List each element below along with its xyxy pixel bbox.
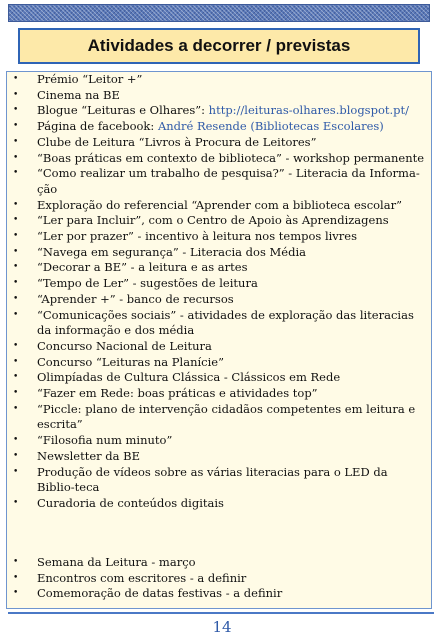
bullet-icon: • [13,309,19,320]
list-item [7,88,431,104]
bullet-icon: • [13,356,19,367]
list-item-text: “Ler para Incluir”, com o Centro de Apoio às Aprendizagens [37,213,389,228]
list-item [7,119,431,135]
bullet-icon: • [13,231,19,242]
list-item [7,198,431,214]
list-item-text: Prémio “Leitor +” [37,72,143,86]
list-item-text: “Comunicações sociais” - atividades de exploração das literacias da informação e dos média [37,307,414,338]
list-item-text: “Navega em segurança” - Literacia dos Média [37,244,306,259]
bullet-icon: • [13,152,19,163]
list-item [7,276,431,292]
list-item-text: Produção de vídeos sobre as várias literacias para o LED da Biblio-teca [37,464,388,495]
list-item [7,72,431,88]
activities-list [7,72,431,512]
list-item-text: Comemoração de datas festivas - a definir [37,586,283,601]
list-item [7,229,431,245]
bullet-icon: • [13,340,19,351]
bullet-icon: • [13,588,19,599]
bullet-icon: • [13,199,19,210]
list-item [7,355,431,371]
list-item [7,555,431,571]
section-title-box [18,28,420,64]
list-item-text: Exploração do referencial “Aprender com a biblioteca escolar” [37,197,402,212]
bullet-icon: • [13,74,19,84]
list-item [7,166,431,197]
section-title: Atividades a decorrer / previstas [87,36,351,55]
list-item-text: Curadoria de conteúdos digitais [37,495,224,510]
list-item [7,496,431,512]
list-item-text: “Ler por prazer” - incentivo à leitura nos tempos livres [37,229,358,244]
bullet-icon: • [13,388,19,399]
decorative-header-band [8,4,430,22]
list-item-text: Cinema na BE [37,87,120,102]
list-item [7,339,431,355]
bullet-icon: • [13,372,19,383]
list-item-link[interactable]: http://leituras-olhares.blogspot.pt/ [208,103,410,118]
bullet-icon: • [13,572,19,583]
bullet-icon: • [13,403,19,414]
list-item [7,386,431,402]
list-item [7,449,431,465]
page-number: 14 [212,618,232,636]
bullet-icon: • [13,293,19,304]
list-item-text: Concurso “Leituras na Planície” [37,354,224,369]
list-item-text: Página de facebook: [37,119,158,134]
bullet-icon: • [13,215,19,226]
list-item [7,571,431,587]
list-item-text: Clube de Leitura “Livros à Procura de Leitores” [37,134,317,149]
list-item [7,465,431,496]
list-item-text: Concurso Nacional de Leitura [37,338,212,353]
bullet-icon: • [13,105,19,116]
list-item-text: Encontros com escritores - a definir [37,570,247,585]
list-item-text: “Como realizar um trabalho de pesquisa?” - Literacia da Informa-ção [37,166,420,196]
bullet-icon: • [13,121,19,132]
list-item [7,260,431,276]
list-item-text: Blogue “Leituras e Olhares”: [37,103,209,118]
list-item [7,151,431,167]
list-item [7,213,431,229]
list-item-text: “Decorar a BE” - a leitura e as artes [37,260,248,275]
bullet-icon: • [13,435,19,446]
list-item [7,370,431,386]
list-item-link[interactable]: André Resende (Bibliotecas Escolares) [157,119,384,134]
bullet-icon: • [13,136,19,147]
activities-panel [6,71,432,609]
list-item [7,135,431,151]
bullet-icon: • [13,89,19,100]
bullet-icon: • [13,262,19,273]
list-item-text: “Boas práticas em contexto de biblioteca” - workshop permanente [37,150,425,165]
list-item [7,103,431,119]
list-item-text: “Aprender +” - banco de recursos [37,291,234,306]
list-item-text: “Filosofia num minuto” [37,433,173,448]
list-item-text: Newsletter da BE [37,448,141,463]
bullet-icon: • [13,466,19,477]
bullet-icon: • [13,450,19,461]
footer-divider [8,612,434,614]
bullet-icon: • [13,557,19,567]
planned-activities-list [7,555,431,602]
list-item-text: “Fazer em Rede: boas práticas e atividades top” [37,386,318,401]
bullet-icon: • [13,168,19,179]
list-item [7,586,431,602]
list-item [7,292,431,308]
bullet-icon: • [13,497,19,508]
list-item [7,433,431,449]
bullet-icon: • [13,246,19,257]
list-item [7,308,431,339]
bullet-icon: • [13,278,19,289]
list-item-text: Olimpíadas de Cultura Clássica - Clássicos em Rede [37,370,341,385]
list-item [7,402,431,433]
list-item [7,245,431,261]
list-item-text: Semana da Leitura - março [37,555,196,569]
list-item-text: “Piccle: plano de intervenção cidadãos competentes em leitura e escrita” [37,401,416,432]
list-item-text: “Tempo de Ler” - sugestões de leitura [37,276,258,291]
